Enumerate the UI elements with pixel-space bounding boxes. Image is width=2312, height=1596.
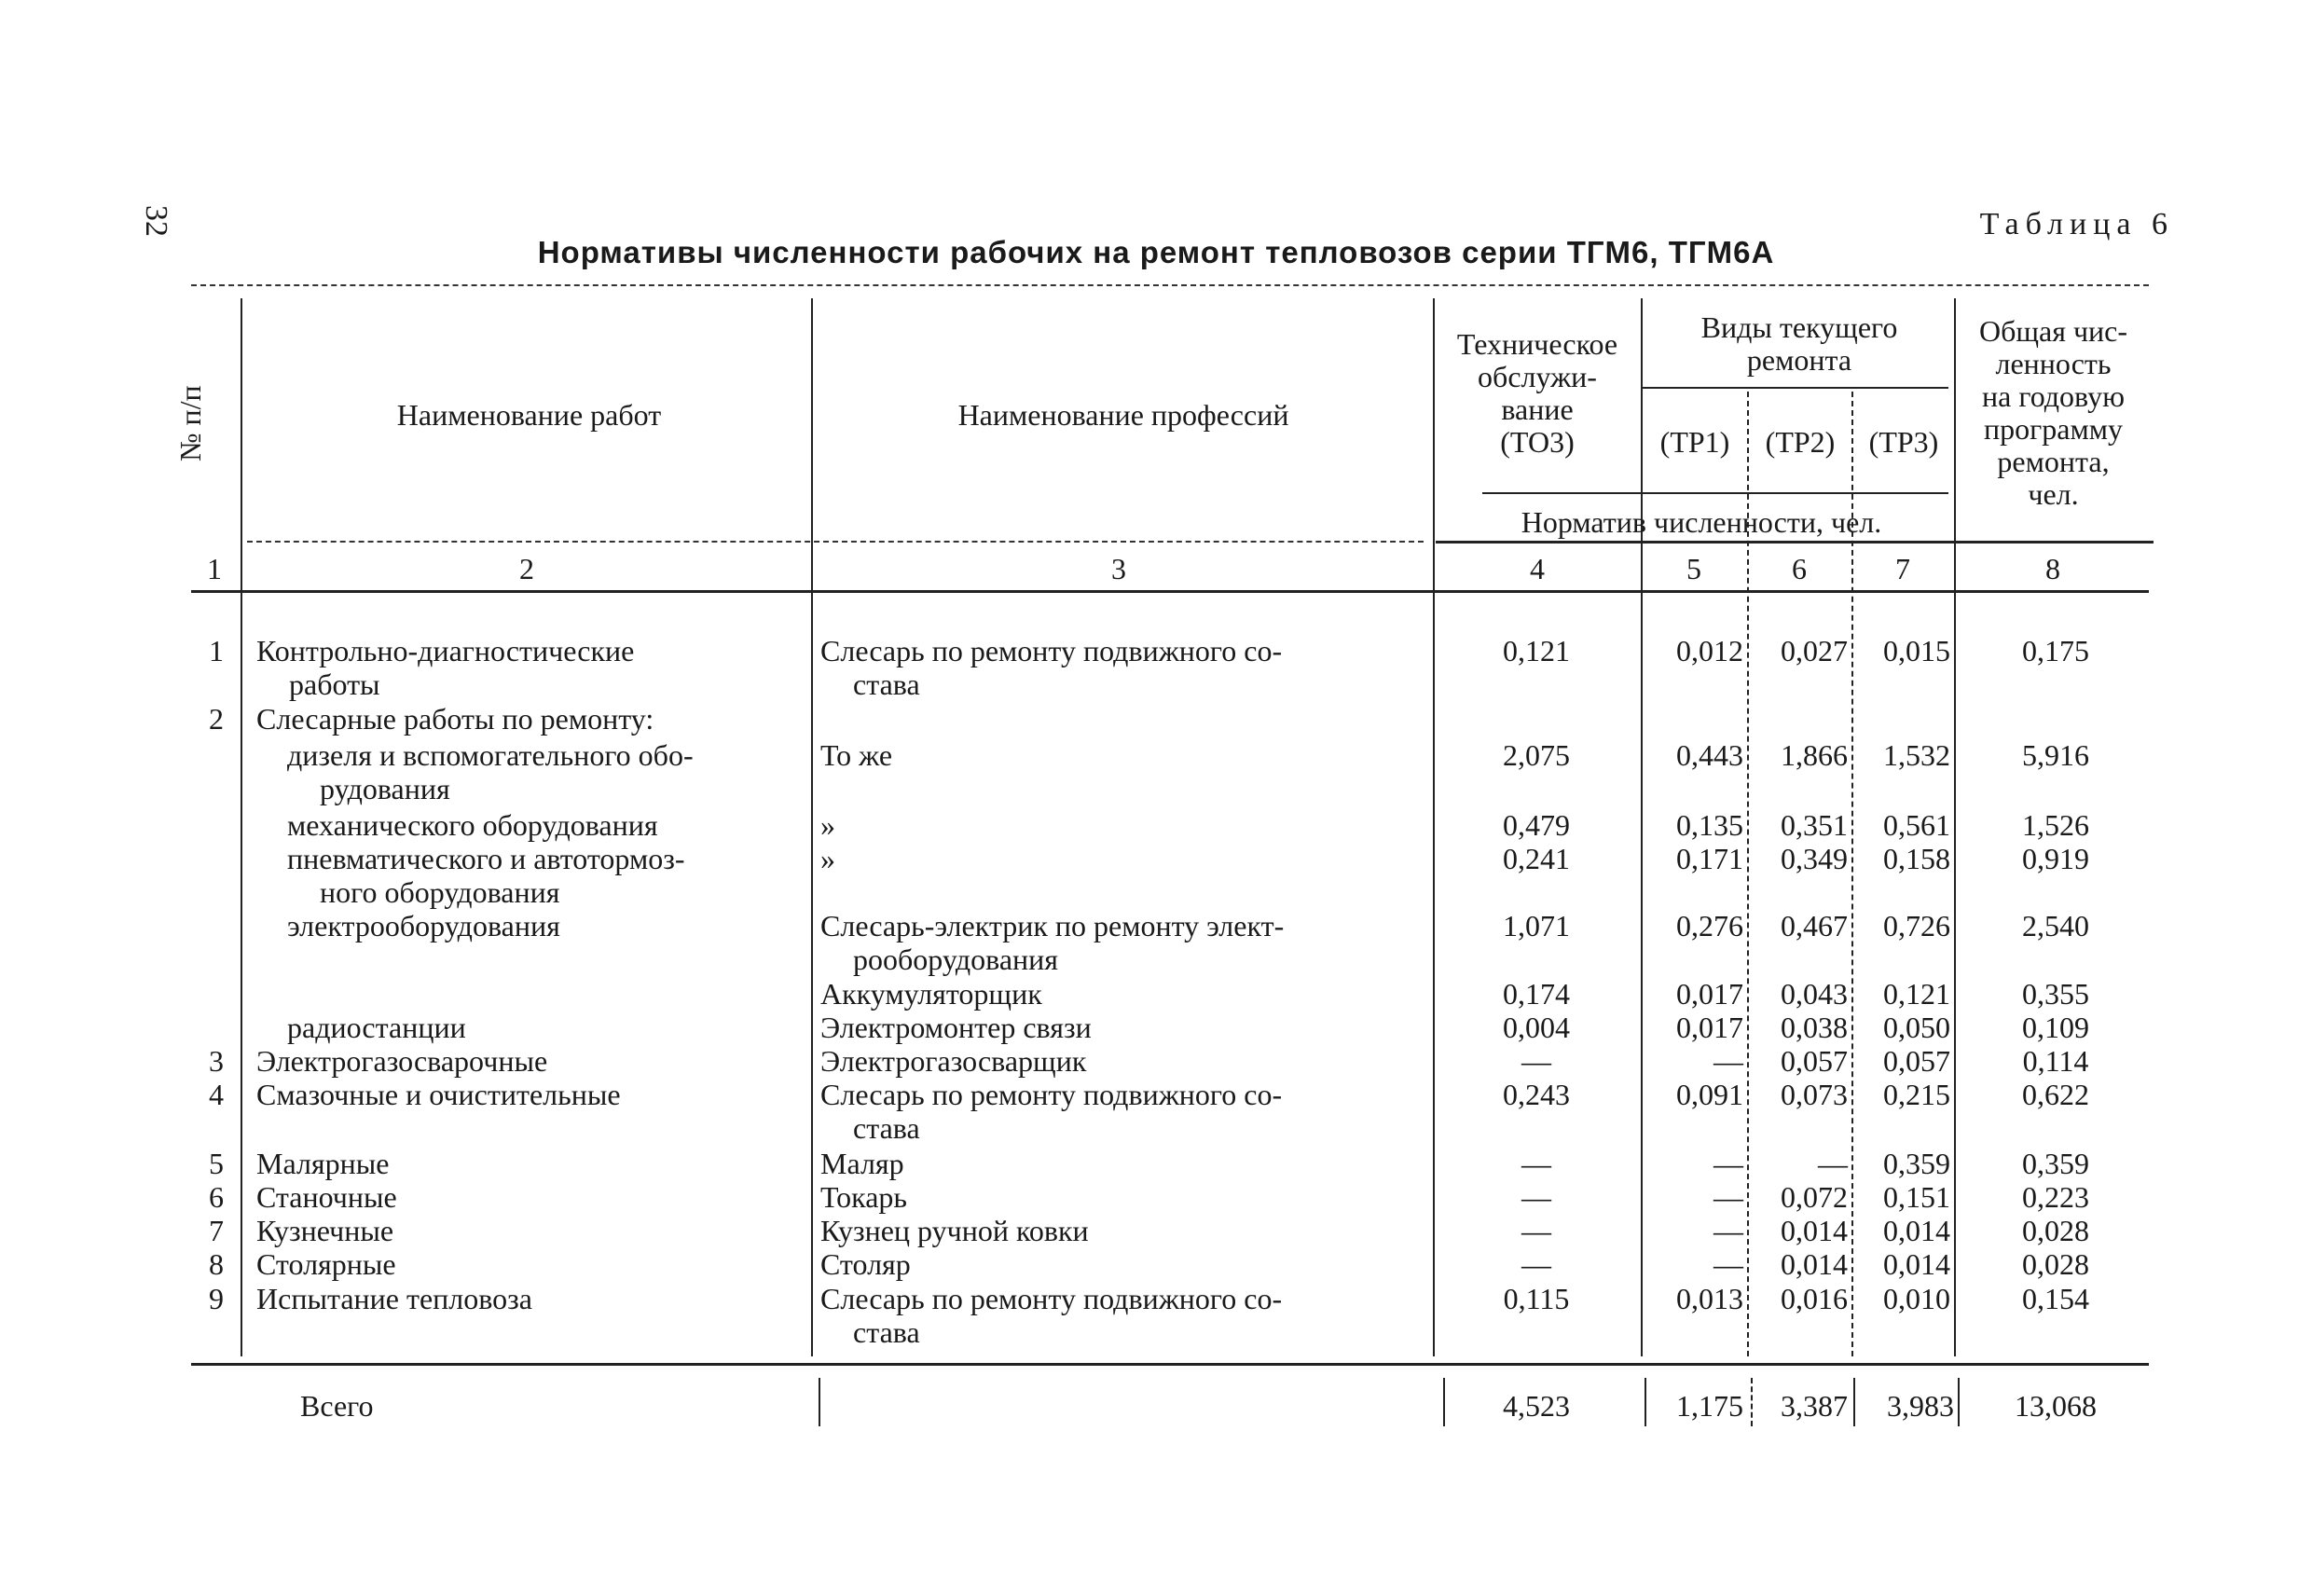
- tr1-value: 0,171: [1676, 842, 1743, 875]
- profession-name: То же: [820, 738, 893, 772]
- profession-name: Аккумуляторщик: [820, 977, 1042, 1011]
- profession-name: става: [853, 1111, 920, 1145]
- col-number: 1: [207, 552, 222, 585]
- profession-name: Токарь: [820, 1180, 907, 1214]
- profession-name: рооборудования: [853, 942, 1058, 976]
- header-profession: Наименование профессий: [957, 398, 1289, 432]
- tr1-value: 0,135: [1676, 808, 1743, 842]
- to3-value: —: [1521, 1247, 1551, 1281]
- work-name: Слесарные работы по ремонту:: [256, 702, 654, 736]
- total-value: 0,223: [2022, 1180, 2089, 1214]
- row-number: 4: [209, 1078, 224, 1111]
- work-name: дизеля и вспомогательного обо-: [287, 738, 694, 772]
- header-sub-rule-right: [1436, 541, 2154, 543]
- header-to3: Техническое обслужи- вание (ТО3): [1456, 327, 1618, 459]
- page-number: 32: [139, 205, 173, 237]
- tr3-value: 0,050: [1883, 1011, 1950, 1044]
- profession-name: Слесарь по ремонту подвижного со-: [820, 1078, 1283, 1111]
- tr3-value: 0,359: [1883, 1147, 1950, 1180]
- work-name: радиостанции: [287, 1011, 466, 1044]
- work-name: Электрогазосварочные: [256, 1044, 548, 1078]
- total-value: 0,028: [2022, 1214, 2089, 1247]
- total-value: 2,540: [2022, 909, 2089, 942]
- tr2-value: 0,072: [1781, 1180, 1848, 1214]
- tr1-value: 0,013: [1676, 1282, 1743, 1315]
- total-value: 0,919: [2022, 842, 2089, 875]
- tr1-value: —: [1713, 1214, 1743, 1247]
- header-work: Наименование работ: [396, 398, 662, 432]
- tr3-value: 0,561: [1883, 808, 1950, 842]
- to3-value: 1,071: [1503, 909, 1570, 942]
- tr1-value: —: [1713, 1147, 1743, 1180]
- total-tr1: 1,175: [1676, 1389, 1743, 1423]
- table-title: Нормативы численности рабочих на ремонт тепловозов серии ТГМ6, ТГМ6А: [537, 235, 1775, 269]
- total-divider-6: [1958, 1378, 1960, 1426]
- col-number: 4: [1530, 552, 1545, 585]
- tr3-value: 0,014: [1883, 1247, 1950, 1281]
- tr3-value: 0,151: [1883, 1180, 1950, 1214]
- header-total: Общая чис- ленность на годовую программу ремонта, чел.: [1978, 314, 2128, 511]
- tr3-value: 0,121: [1883, 977, 1950, 1011]
- to3-value: —: [1521, 1044, 1551, 1078]
- work-name: механического оборудования: [287, 808, 658, 842]
- col-number: 5: [1686, 552, 1701, 585]
- tr3-value: 0,015: [1883, 634, 1950, 667]
- tr3-value: 1,532: [1883, 738, 1950, 772]
- profession-name: Слесарь по ремонту подвижного со-: [820, 634, 1283, 667]
- work-name: Кузнечные: [256, 1214, 394, 1247]
- to3-value: 0,115: [1503, 1282, 1570, 1315]
- work-name: Испытание тепловоза: [256, 1282, 532, 1315]
- tr2-value: 0,073: [1781, 1078, 1848, 1111]
- work-name: работы: [289, 667, 380, 701]
- tr3-value: 0,215: [1883, 1078, 1950, 1111]
- tr3-value: 0,010: [1883, 1282, 1950, 1315]
- col-divider-7: [1954, 298, 1956, 1356]
- tr2-value: 0,038: [1781, 1011, 1848, 1044]
- row-number: 6: [209, 1180, 224, 1214]
- total-value: 0,109: [2022, 1011, 2089, 1044]
- to3-value: —: [1521, 1147, 1551, 1180]
- tr1-value: 0,017: [1676, 1011, 1743, 1044]
- profession-name: става: [853, 1315, 920, 1349]
- work-name: ного оборудования: [320, 875, 560, 909]
- tr3-value: 0,057: [1883, 1044, 1950, 1078]
- to3-value: 0,241: [1503, 842, 1570, 875]
- work-name: Малярные: [256, 1147, 390, 1180]
- row-number: 1: [209, 634, 224, 667]
- tr2-value: 1,866: [1781, 738, 1848, 772]
- profession-name: Кузнец ручной ковки: [820, 1214, 1089, 1247]
- profession-name: Слесарь-электрик по ремонту элект-: [820, 909, 1285, 942]
- col-number: 7: [1895, 552, 1910, 585]
- total-value: 0,154: [2022, 1282, 2089, 1315]
- row-number: 5: [209, 1147, 224, 1180]
- header-bottom-rule: [191, 590, 2149, 593]
- total-value: 0,028: [2022, 1247, 2089, 1281]
- to3-value: 0,479: [1503, 808, 1570, 842]
- col-number: 6: [1792, 552, 1807, 585]
- work-name: рудования: [320, 772, 450, 805]
- header-repair-group: Виды текущего ремонта: [1700, 310, 1898, 377]
- to3-value: 0,004: [1503, 1011, 1570, 1044]
- tr2-value: 0,351: [1781, 808, 1848, 842]
- col-number: 8: [2045, 552, 2060, 585]
- table-label: Таблица 6: [1979, 207, 2174, 241]
- tr2-value: 0,467: [1781, 909, 1848, 942]
- tr2-value: 0,057: [1781, 1044, 1848, 1078]
- work-name: Контрольно-диагностические: [256, 634, 635, 667]
- row-number: 2: [209, 702, 224, 736]
- tr1-value: —: [1713, 1044, 1743, 1078]
- repair-group-rule: [1641, 387, 1948, 389]
- tr1-value: 0,091: [1676, 1078, 1743, 1111]
- col-divider-1: [241, 298, 242, 1356]
- tr2-value: 0,014: [1781, 1247, 1848, 1281]
- total-value: 0,355: [2022, 977, 2089, 1011]
- profession-name: Электрогазосварщик: [820, 1044, 1087, 1078]
- tr3-value: 0,726: [1883, 909, 1950, 942]
- header-num: № п/п: [173, 385, 207, 461]
- header-norm-label: Норматив численности, чел.: [1521, 505, 1882, 539]
- header-sub-rule: [247, 541, 1424, 543]
- work-name: пневматического и автотормоз-: [287, 842, 685, 875]
- total-value: 1,526: [2022, 808, 2089, 842]
- header-tr1: (ТР1): [1659, 425, 1730, 459]
- total-divider-1: [819, 1378, 820, 1426]
- col-number: 3: [1111, 552, 1126, 585]
- profession-name: Слесарь по ремонту подвижного со-: [820, 1282, 1283, 1315]
- body-bottom-rule: [191, 1363, 2149, 1366]
- tr1-value: 0,012: [1676, 634, 1743, 667]
- profession-name: »: [820, 808, 835, 842]
- total-value: 0,359: [2022, 1147, 2089, 1180]
- to3-value: —: [1521, 1180, 1551, 1214]
- row-number: 9: [209, 1282, 224, 1315]
- total-to3: 4,523: [1503, 1389, 1570, 1423]
- tr1-value: 0,276: [1676, 909, 1743, 942]
- total-tr3: 3,983: [1887, 1389, 1954, 1423]
- table-top-rule: [191, 284, 2149, 286]
- to3-value: 0,121: [1503, 634, 1570, 667]
- total-value: 0,114: [2022, 1044, 2089, 1078]
- total-value: 0,175: [2022, 634, 2089, 667]
- row-number: 3: [209, 1044, 224, 1078]
- profession-name: става: [853, 667, 920, 701]
- profession-name: Маляр: [820, 1147, 904, 1180]
- tr2-value: 0,349: [1781, 842, 1848, 875]
- header-tr3: (ТР3): [1868, 425, 1939, 459]
- to3-value: 2,075: [1503, 738, 1570, 772]
- profession-name: Электромонтер связи: [820, 1011, 1092, 1044]
- total-tr2: 3,387: [1781, 1389, 1848, 1423]
- tr1-value: —: [1713, 1180, 1743, 1214]
- col-divider-2: [811, 298, 813, 1356]
- total-label: Всего: [300, 1389, 374, 1423]
- row-number: 8: [209, 1247, 224, 1281]
- tr2-value: —: [1818, 1147, 1848, 1180]
- col-number: 2: [519, 552, 534, 585]
- header-tr2: (ТР2): [1765, 425, 1836, 459]
- tr2-value: 0,043: [1781, 977, 1848, 1011]
- work-name: электрооборудования: [287, 909, 560, 942]
- work-name: Станочные: [256, 1180, 397, 1214]
- tr1-value: 0,443: [1676, 738, 1743, 772]
- total-value: 5,916: [2022, 738, 2089, 772]
- total-value: 0,622: [2022, 1078, 2089, 1111]
- tr2-value: 0,027: [1781, 634, 1848, 667]
- tr1-value: 0,017: [1676, 977, 1743, 1011]
- tr1-value: —: [1713, 1247, 1743, 1281]
- tr2-value: 0,014: [1781, 1214, 1848, 1247]
- total-total: 13,068: [2015, 1389, 2097, 1423]
- to3-value: —: [1521, 1214, 1551, 1247]
- row-number: 7: [209, 1214, 224, 1247]
- profession-name: Столяр: [820, 1247, 911, 1281]
- col-divider-3: [1433, 298, 1435, 1356]
- total-divider-2: [1443, 1378, 1445, 1426]
- to3-value: 0,243: [1503, 1078, 1570, 1111]
- tr3-value: 0,158: [1883, 842, 1950, 875]
- norm-rule: [1482, 492, 1948, 494]
- tr3-value: 0,014: [1883, 1214, 1950, 1247]
- profession-name: »: [820, 842, 835, 875]
- to3-value: 0,174: [1503, 977, 1570, 1011]
- tr2-value: 0,016: [1781, 1282, 1848, 1315]
- work-name: Смазочные и очистительные: [256, 1078, 621, 1111]
- work-name: Столярные: [256, 1247, 396, 1281]
